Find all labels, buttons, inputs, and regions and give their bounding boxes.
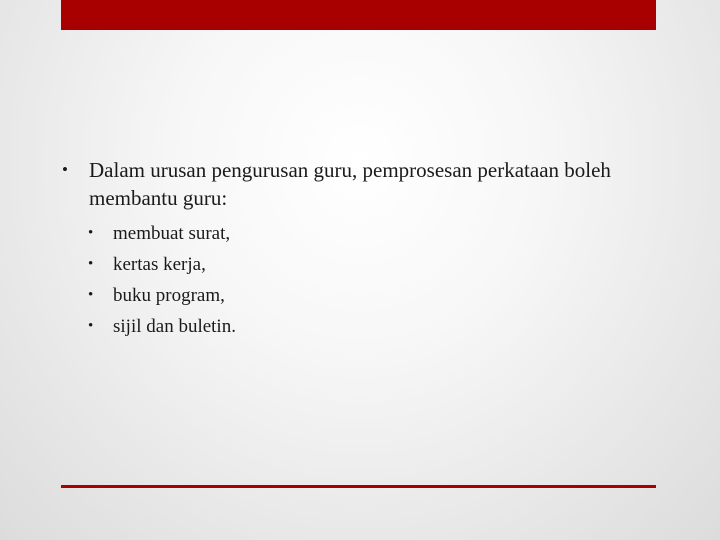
bottom-accent-rule (61, 485, 656, 488)
sub-point-text: buku program, (113, 285, 225, 306)
top-accent-bar (61, 0, 656, 30)
sub-bullet-list (62, 218, 662, 342)
bullet-icon: • (88, 256, 94, 272)
sub-point-text: kertas kerja, (113, 254, 206, 275)
bullet-icon: • (88, 287, 94, 303)
sub-point-text: membuat surat, (113, 223, 231, 244)
sub-bullet-item (88, 311, 662, 342)
bullet-icon: • (88, 225, 94, 241)
sub-bullet-item (88, 280, 662, 311)
bullet-item-main (62, 156, 662, 212)
sub-point-text: sijil dan buletin. (113, 316, 236, 337)
slide-content (62, 156, 662, 342)
main-point-text: Dalam urusan pengurusan guru, pemprosesan perkataan boleh membantu guru: (89, 158, 611, 210)
bullet-icon: • (88, 318, 94, 334)
sub-bullet-item (88, 218, 662, 249)
sub-bullet-item (88, 249, 662, 280)
bullet-icon: • (62, 160, 68, 179)
